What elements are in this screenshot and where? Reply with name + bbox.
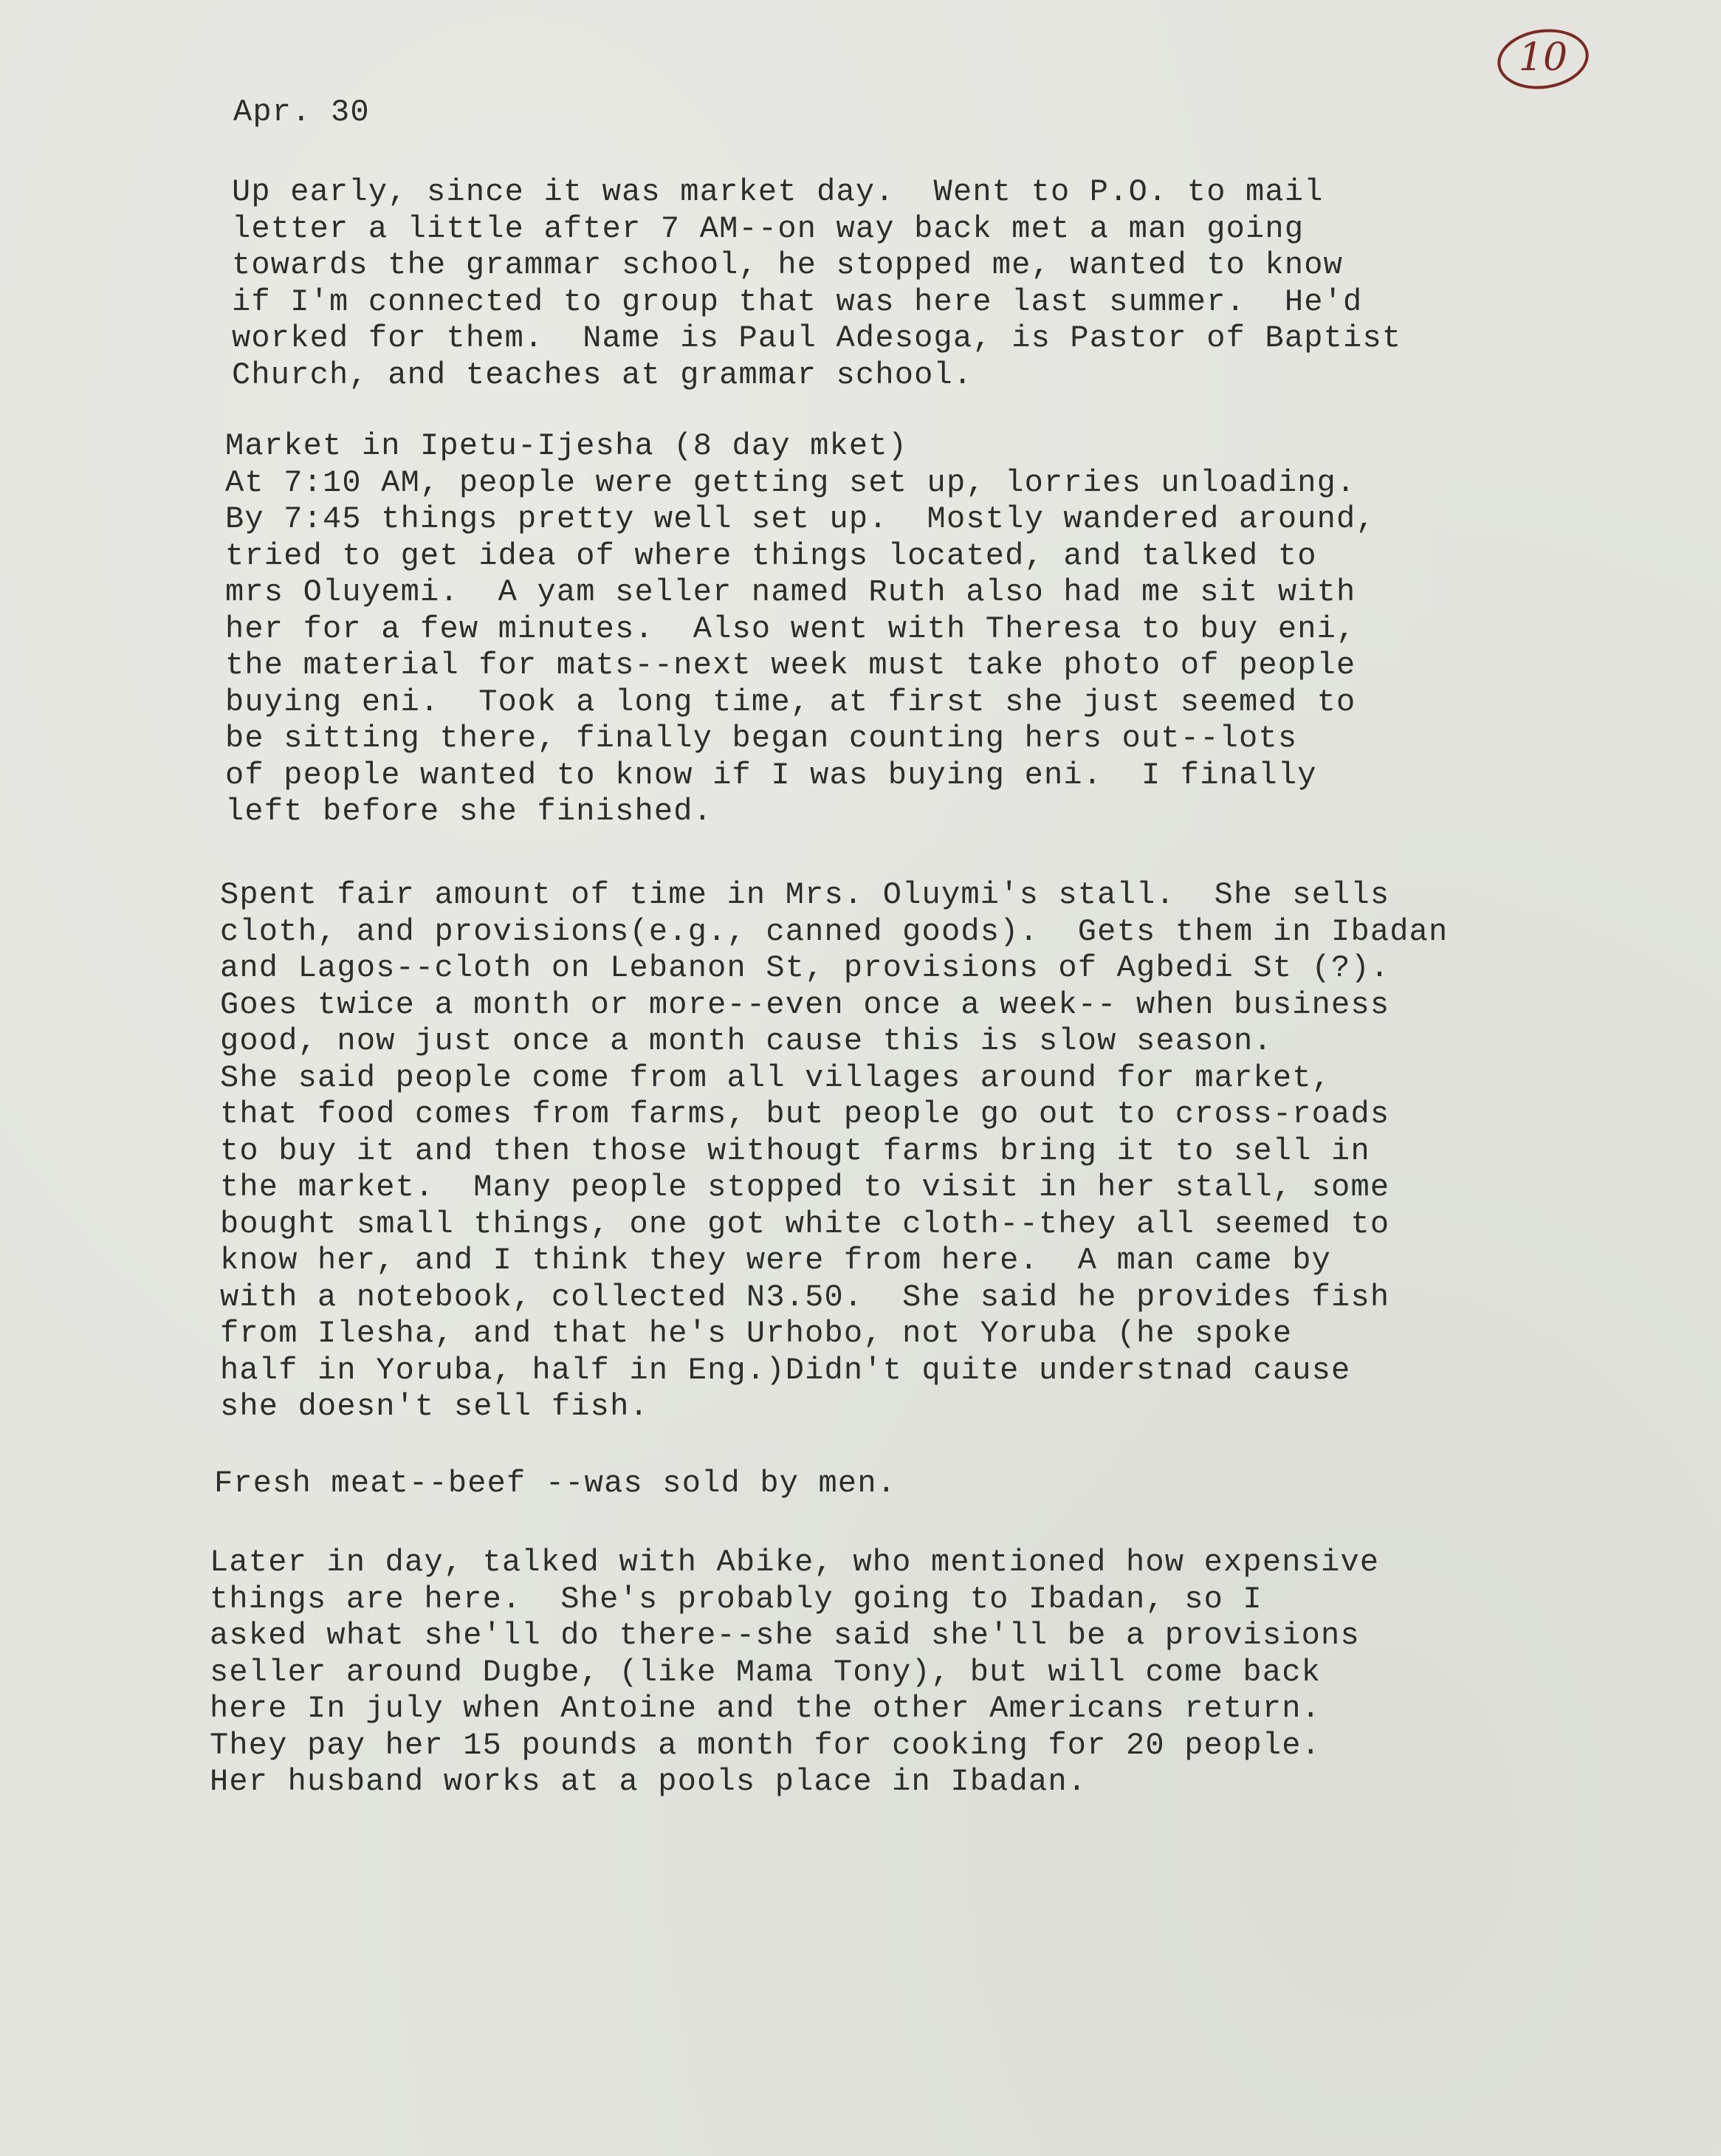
text-line: tried to get idea of where things located, and talked to <box>225 538 1317 574</box>
text-line: if I'm connected to group that was here last summer. He'd <box>232 284 1363 320</box>
text-line: At 7:10 AM, people were getting set up, lorries unloading. <box>225 464 1356 501</box>
page-number: 10 <box>1518 35 1568 80</box>
text-line: Spent fair amount of time in Mrs. Oluymi's stall. She sells <box>220 877 1390 913</box>
text-line: towards the grammar school, he stopped me, wanted to know <box>232 247 1344 283</box>
paragraph-abike <box>210 1545 1379 1801</box>
text-line: Fresh meat--beef --was sold by men. <box>214 1466 897 1501</box>
text-line: of people wanted to know if I was buying eni. I finally <box>225 757 1317 793</box>
text-line: worked for them. Name is Paul Adesoga, is Pastor of Baptist <box>232 320 1402 356</box>
text-line: that food comes from farms, but people go out to cross-roads <box>220 1096 1390 1132</box>
paragraph-market <box>225 428 1375 831</box>
text-line: bought small things, one got white cloth--they all seemed to <box>220 1206 1390 1242</box>
text-line: here In july when Antoine and the other Americans return. <box>210 1691 1322 1726</box>
text-line: Goes twice a month or more--even once a week-- when business <box>220 986 1390 1023</box>
text-line: the market. Many people stopped to visit in her stall, some <box>220 1170 1390 1205</box>
text-line: letter a little after 7 AM--on way back met a man going <box>232 210 1305 247</box>
text-line: By 7:45 things pretty well set up. Mostly wandered around, <box>225 501 1375 537</box>
text-line: to buy it and then those withougt farms bring it to sell in <box>220 1133 1370 1169</box>
text-line: asked what she'll do there--she said she'll be a provisions <box>210 1618 1360 1653</box>
text-line: mrs Oluyemi. A yam seller named Ruth also had me sit with <box>225 574 1356 610</box>
text-line: buying eni. Took a long time, at first she just seemed to <box>225 684 1356 720</box>
text-line: Market in Ipetu-Ijesha (8 day mket) <box>225 428 908 464</box>
paragraph-stall <box>220 877 1448 1426</box>
text-line: Up early, since it was market day. Went to P.O. to mail <box>232 174 1324 210</box>
page-number-circle <box>1491 24 1595 92</box>
text-line: Later in day, talked with Abike, who mentioned how expensive <box>210 1545 1380 1580</box>
text-line: half in Yoruba, half in Eng.)Didn't quite understnad cause <box>220 1352 1351 1388</box>
text-line: with a notebook, collected N3.50. She said he provides fish <box>220 1279 1390 1315</box>
entry-date: Apr. 30 <box>233 95 370 130</box>
text-line: Her husband works at a pools place in Ibadan. <box>210 1764 1088 1799</box>
text-line: she doesn't sell fish. <box>220 1389 649 1424</box>
text-line: She said people come from all villages around for market, <box>220 1060 1332 1096</box>
text-line: left before she finished. <box>225 794 713 829</box>
text-line: her for a few minutes. Also went with Theresa to buy eni, <box>225 611 1356 647</box>
text-line: seller around Dugbe, (like Mama Tony), but will come back <box>210 1654 1322 1690</box>
text-line: be sitting there, finally began counting hers out--lots <box>225 721 1298 756</box>
text-line: Church, and teaches at grammar school. <box>232 357 973 393</box>
text-line: from Ilesha, and that he's Urhobo, not Yoruba (he spoke <box>220 1316 1293 1351</box>
text-line: and Lagos--cloth on Lebanon St, provisions of Agbedi St (?). <box>220 950 1390 986</box>
text-line: cloth, and provisions(e.g., canned goods). Gets them in Ibadan <box>220 913 1449 950</box>
text-line: good, now just once a month cause this is slow season. <box>220 1023 1273 1059</box>
text-line: know her, and I think they were from here. A man came by <box>220 1243 1332 1278</box>
text-line: things are here. She's probably going to Ibadan, so I <box>210 1581 1263 1617</box>
paragraph-post-office <box>232 174 1401 394</box>
paragraph-fresh-meat <box>214 1466 896 1503</box>
text-line: They pay her 15 pounds a month for cooking for 20 people. <box>210 1727 1322 1763</box>
text-line: the material for mats--next week must take photo of people <box>225 648 1356 683</box>
